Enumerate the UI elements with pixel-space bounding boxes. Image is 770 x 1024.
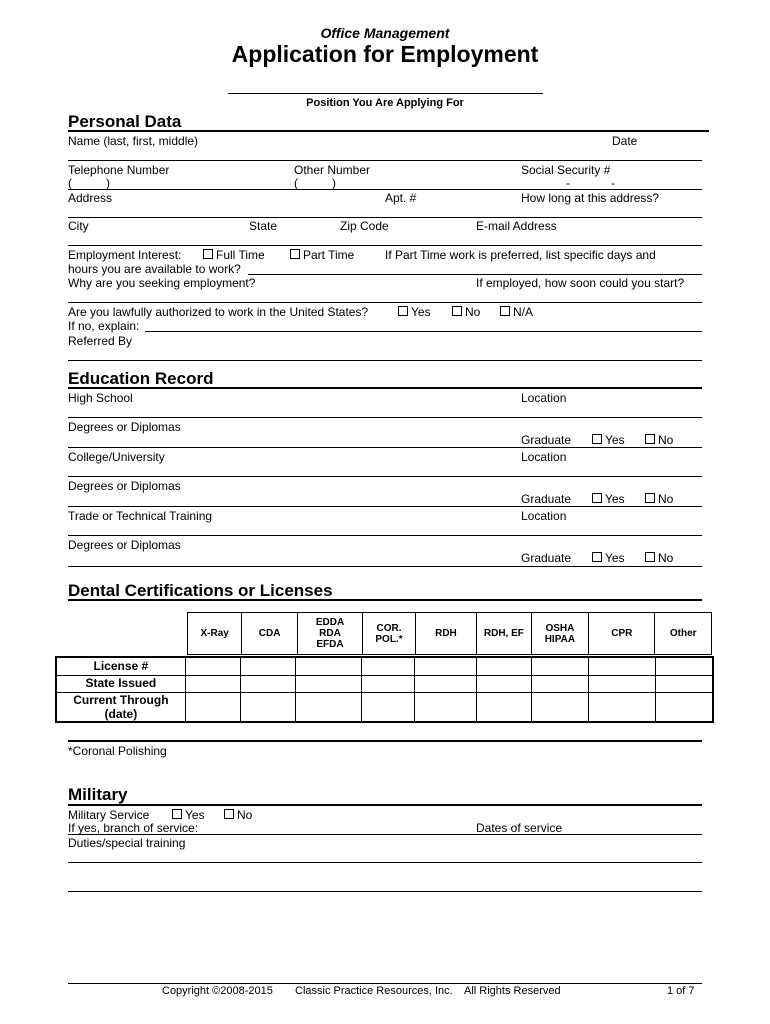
checkbox[interactable] <box>645 552 655 562</box>
yes-label: Yes <box>605 492 625 506</box>
hours-field[interactable] <box>248 274 702 275</box>
how-soon-label: If employed, how soon could you start? <box>476 276 685 290</box>
license-cell[interactable] <box>476 675 531 692</box>
no-label: No <box>465 305 481 319</box>
trade-label: Trade or Technical Training <box>68 509 213 523</box>
section-rule <box>68 599 702 601</box>
state-label: State <box>249 219 278 233</box>
license-cell[interactable] <box>362 692 415 722</box>
checkbox[interactable] <box>645 434 655 444</box>
referred-by-label: Referred By <box>68 334 133 348</box>
email-label: E-mail Address <box>476 219 557 233</box>
license-cell[interactable] <box>240 692 296 722</box>
authorized-na-checkbox[interactable] <box>500 306 510 316</box>
no-label: No <box>658 492 674 506</box>
full-time-option[interactable] <box>203 248 265 262</box>
yes-label: Yes <box>605 433 625 447</box>
military-service-label: Military Service <box>68 808 150 822</box>
authorized-yes-option[interactable] <box>398 305 431 319</box>
why-seeking-field[interactable] <box>68 302 702 303</box>
high-school-field[interactable] <box>68 417 702 418</box>
ssn-dash-2: - <box>611 176 615 190</box>
license-cell[interactable] <box>531 675 589 692</box>
column-header: RDH <box>415 613 476 655</box>
yes-label: Yes <box>411 305 431 319</box>
trade-graduate-no[interactable] <box>645 551 673 565</box>
column-header: X-Ray <box>188 613 242 655</box>
license-cell[interactable] <box>414 675 476 692</box>
high-school-graduate-no[interactable] <box>645 433 673 447</box>
telephone-area-open: ( <box>68 176 72 190</box>
section-education-record: Education Record <box>68 369 214 388</box>
no-label: No <box>658 551 674 565</box>
footer-copyright: Copyright ©2008-2015 <box>162 985 273 997</box>
if-no-explain-label: If no, explain: <box>68 319 140 333</box>
license-cell[interactable] <box>296 657 362 675</box>
trade-graduate-yes[interactable] <box>592 551 625 565</box>
part-time-label: Part Time <box>303 248 355 262</box>
section-rule <box>68 387 702 389</box>
license-cell[interactable] <box>531 692 589 722</box>
checkbox[interactable] <box>592 434 602 444</box>
column-header: CPR <box>589 613 655 655</box>
na-label: N/A <box>513 305 534 319</box>
section-personal-data: Personal Data <box>68 112 182 131</box>
footer-rule <box>68 983 702 984</box>
college-graduate-no[interactable] <box>645 492 673 506</box>
license-cell[interactable] <box>531 657 589 675</box>
high-school-graduate-yes[interactable] <box>592 433 625 447</box>
checkbox[interactable] <box>224 809 234 819</box>
section-rule <box>68 130 709 132</box>
position-input-line[interactable] <box>228 93 543 94</box>
part-time-option[interactable] <box>290 248 354 262</box>
authorized-na-option[interactable] <box>500 305 533 319</box>
checkbox[interactable] <box>645 493 655 503</box>
authorized-label: Are you lawfully authorized to work in the United States? <box>68 305 369 319</box>
other-area-close: ) <box>332 176 336 190</box>
license-cell[interactable] <box>185 675 240 692</box>
section-military: Military <box>68 785 128 804</box>
high-school-graduate-label: Graduate <box>521 433 572 447</box>
authorized-no-option[interactable] <box>452 305 480 319</box>
checkbox[interactable] <box>592 493 602 503</box>
section-rule <box>68 740 702 742</box>
coronal-polishing-footnote: *Coronal Polishing <box>68 744 167 758</box>
license-cell[interactable] <box>240 657 296 675</box>
branch-label: If yes, branch of service: <box>68 821 199 835</box>
city-label: City <box>68 219 89 233</box>
license-cell[interactable] <box>185 657 240 675</box>
date-label: Date <box>612 134 638 148</box>
duties-label: Duties/special training <box>68 836 186 850</box>
row-header: License # <box>56 657 185 675</box>
name-field[interactable] <box>68 160 702 161</box>
high-school-location-label: Location <box>521 391 567 405</box>
yes-label: Yes <box>605 551 625 565</box>
address-label: Address <box>68 191 113 205</box>
branch-field[interactable] <box>68 834 702 835</box>
if-no-explain-field[interactable] <box>145 331 702 332</box>
ssn-label: Social Security # <box>521 163 611 177</box>
license-cell[interactable] <box>589 692 656 722</box>
ssn-dash-1: - <box>566 176 570 190</box>
military-no-option[interactable] <box>224 808 252 822</box>
part-time-note: If Part Time work is preferred, list specific days and <box>385 248 656 262</box>
license-cell[interactable] <box>414 692 476 722</box>
hours-available-label: hours you are available to work? <box>68 262 241 276</box>
trade-field[interactable] <box>68 535 702 536</box>
trade-degrees-label: Degrees or Diplomas <box>68 538 181 552</box>
trade-graduate-label: Graduate <box>521 551 572 565</box>
license-cell[interactable] <box>476 692 531 722</box>
city-field[interactable] <box>68 245 702 246</box>
high-school-degrees-field[interactable] <box>68 447 702 448</box>
duties-field-line-2[interactable] <box>68 891 702 892</box>
full-time-checkbox[interactable] <box>203 249 213 259</box>
section-dental-certifications: Dental Certifications or Licenses <box>68 581 333 600</box>
part-time-checkbox[interactable] <box>290 249 300 259</box>
trade-degrees-field[interactable] <box>68 566 702 567</box>
form-subtitle: Office Management <box>320 25 450 41</box>
license-cell[interactable] <box>240 675 296 692</box>
college-graduate-label: Graduate <box>521 492 572 506</box>
column-header: EDDA RDA EFDA <box>297 613 362 655</box>
license-cell[interactable] <box>296 675 362 692</box>
section-rule <box>68 804 702 806</box>
authorized-no-checkbox[interactable] <box>452 306 462 316</box>
authorized-yes-checkbox[interactable] <box>398 306 408 316</box>
footer-rights: All Rights Reserved <box>464 985 561 997</box>
license-header-table <box>187 612 712 655</box>
other-area-open: ( <box>294 176 298 190</box>
license-cell[interactable] <box>362 657 415 675</box>
telephone-field[interactable] <box>68 189 702 190</box>
license-cell[interactable] <box>185 692 240 722</box>
row-header: State Issued <box>56 675 185 692</box>
college-field[interactable] <box>68 476 702 477</box>
checkbox[interactable] <box>172 809 182 819</box>
full-time-label: Full Time <box>216 248 265 262</box>
row-header: Current Through (date) <box>56 692 185 722</box>
footer-company: Classic Practice Resources, Inc. <box>295 985 453 997</box>
referred-by-field[interactable] <box>68 360 702 361</box>
license-cell[interactable] <box>362 675 415 692</box>
college-label: College/University <box>68 450 165 464</box>
license-cell[interactable] <box>476 657 531 675</box>
license-cell[interactable] <box>414 657 476 675</box>
dates-of-service-label: Dates of service <box>476 821 563 835</box>
column-header: Other <box>655 613 712 655</box>
license-cell[interactable] <box>296 692 362 722</box>
license-cell[interactable] <box>656 675 713 692</box>
position-label: Position You Are Applying For <box>306 97 464 109</box>
column-header: COR. POL.* <box>363 613 416 655</box>
name-label: Name (last, first, middle) <box>68 134 199 148</box>
address-field[interactable] <box>68 217 702 218</box>
high-school-degrees-label: Degrees or Diplomas <box>68 420 181 434</box>
license-cell[interactable] <box>656 692 713 722</box>
zip-label: Zip Code <box>340 219 389 233</box>
license-cell[interactable] <box>656 657 713 675</box>
column-header: OSHA HIPAA <box>531 613 589 655</box>
column-header: RDH, EF <box>477 613 532 655</box>
college-degrees-label: Degrees or Diplomas <box>68 479 181 493</box>
column-header: CDA <box>242 613 297 655</box>
why-seeking-label: Why are you seeking employment? <box>68 276 256 290</box>
form-title: Application for Employment <box>231 41 539 67</box>
military-yes-option[interactable] <box>172 808 205 822</box>
how-long-label: How long at this address? <box>521 191 660 205</box>
college-location-label: Location <box>521 450 567 464</box>
checkbox[interactable] <box>592 552 602 562</box>
college-degrees-field[interactable] <box>68 506 702 507</box>
other-number-label: Other Number <box>294 163 371 177</box>
license-cell[interactable] <box>589 657 656 675</box>
no-label: No <box>237 808 253 822</box>
license-cell[interactable] <box>589 675 656 692</box>
trade-location-label: Location <box>521 509 567 523</box>
telephone-label: Telephone Number <box>68 163 170 177</box>
apt-label: Apt. # <box>385 191 417 205</box>
college-graduate-yes[interactable] <box>592 492 625 506</box>
telephone-area-close: ) <box>106 176 110 190</box>
duties-field-line-1[interactable] <box>68 862 702 863</box>
yes-label: Yes <box>185 808 205 822</box>
footer-page-number: 1 of 7 <box>667 985 695 997</box>
license-table <box>55 656 714 723</box>
employment-interest-label: Employment Interest: <box>68 248 182 262</box>
no-label: No <box>658 433 674 447</box>
high-school-label: High School <box>68 391 133 405</box>
